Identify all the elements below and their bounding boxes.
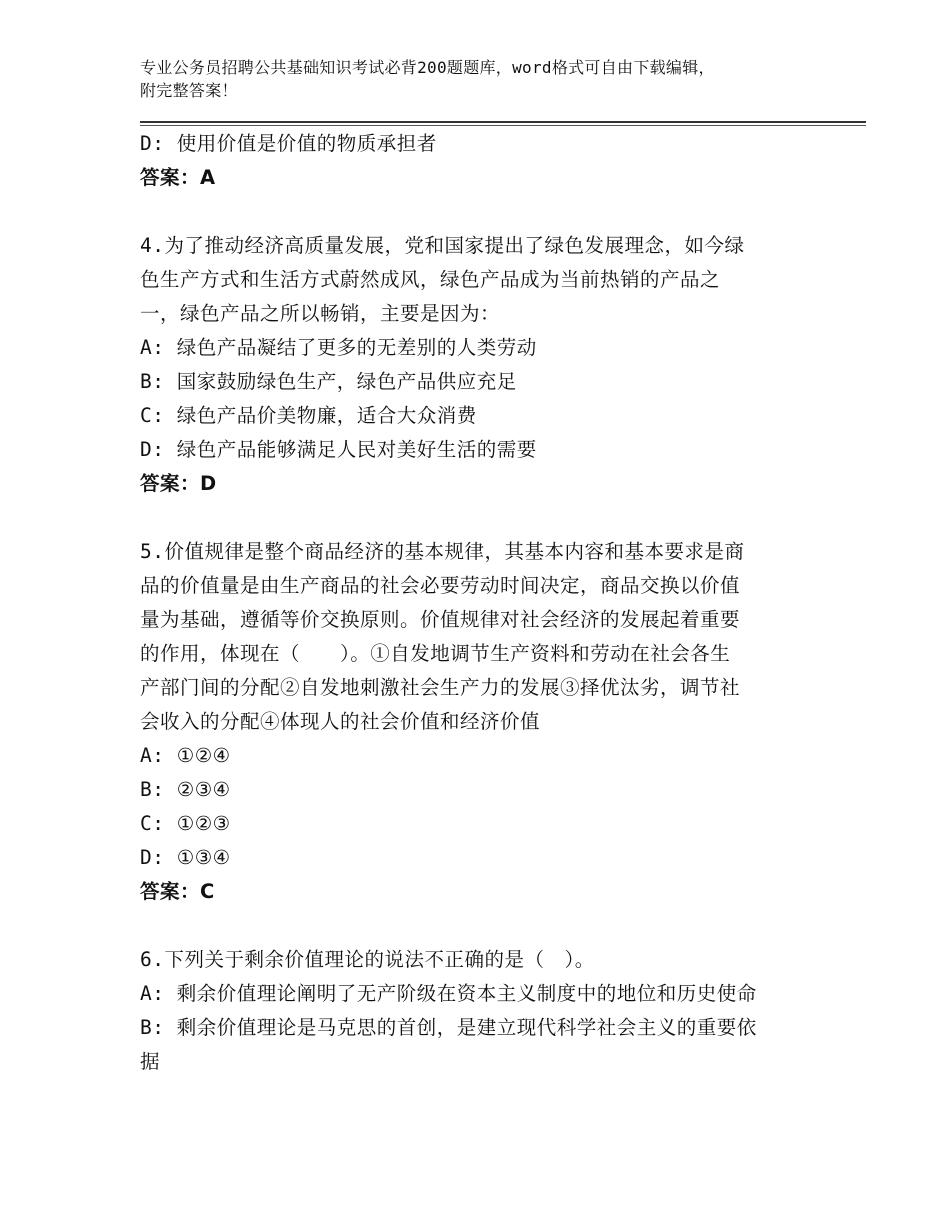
q4-option-b: B: 国家鼓励绿色生产，绿色产品供应充足: [140, 370, 517, 393]
q4-option-a: A: 绿色产品凝结了更多的无差别的人类劳动: [140, 336, 537, 359]
q5-stem-line-1: 5.价值规律是整个商品经济的基本规律，其基本内容和基本要求是商: [140, 540, 745, 563]
q6-option-b-line-2: 据: [140, 1050, 161, 1073]
page-header: [140, 56, 820, 102]
q5-stem-line-2: 品的价值量是由生产商品的社会必要劳动时间决定，商品交换以价值: [140, 574, 741, 597]
q3-option-d: D: 使用价值是价值的物质承担者: [140, 132, 437, 155]
q6-option-a: A: 剩余价值理论阐明了无产阶级在资本主义制度中的地位和历史使命: [140, 982, 757, 1005]
q5-answer: 答案：C: [140, 880, 215, 903]
q6-option-b-line-1: B: 剩余价值理论是马克思的首创，是建立现代科学社会主义的重要依: [140, 1016, 757, 1039]
spacer: [140, 909, 810, 943]
header-rule-thick: [140, 121, 866, 123]
q5-option-d: D: ①③④: [140, 846, 231, 869]
q4-stem-line-2: 色生产方式和生活方式蔚然成风，绿色产品成为当前热销的产品之: [140, 268, 721, 291]
q4-option-c: C: 绿色产品价美物廉，适合大众消费: [140, 404, 477, 427]
header-line-1: 专业公务员招聘公共基础知识考试必背200题题库，word格式可自由下载编辑，: [140, 58, 715, 77]
q4-stem-line-3: 一，绿色产品之所以畅销，主要是因为：: [140, 302, 501, 325]
q4-answer: 答案：D: [140, 472, 217, 495]
q5-stem-line-5: 产部门间的分配②自发地刺激社会生产力的发展③择优汰劣，调节社: [140, 676, 741, 699]
spacer: [140, 195, 810, 229]
q5-option-b: B: ②③④: [140, 778, 231, 801]
q5-option-c: C: ①②③: [140, 812, 231, 835]
q5-stem-line-6: 会收入的分配④体现人的社会价值和经济价值: [140, 710, 541, 733]
question-content: [140, 127, 810, 1079]
q5-stem-line-3: 量为基础，遵循等价交换原则。价值规律对社会经济的发展起着重要: [140, 608, 741, 631]
q5-option-a: A: ①②④: [140, 744, 231, 767]
q4-stem-line-1: 4.为了推动经济高质量发展，党和国家提出了绿色发展理念，如今绿: [140, 234, 745, 257]
q4-option-d: D: 绿色产品能够满足人民对美好生活的需要: [140, 438, 537, 461]
q5-stem-line-4: 的作用，体现在（ ）。①自发地调节生产资料和劳动在社会各生: [140, 642, 731, 665]
header-line-2: 附完整答案！: [140, 81, 238, 100]
spacer: [140, 501, 810, 535]
header-rule-thin: [140, 125, 866, 126]
q6-stem-line-1: 6.下列关于剩余价值理论的说法不正确的是（ ）。: [140, 948, 595, 971]
q3-answer: 答案：A: [140, 166, 216, 189]
